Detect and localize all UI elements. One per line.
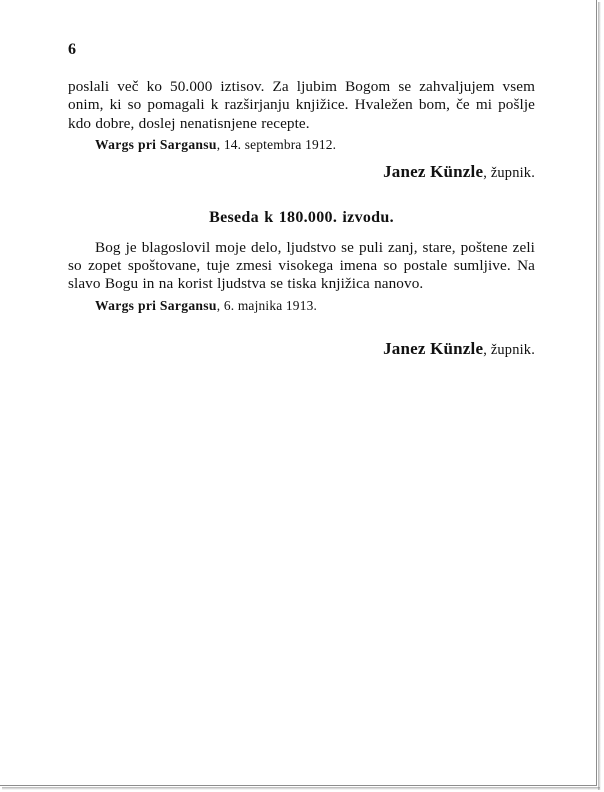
dateline-place: Wargs pri Sargansu [95,297,217,313]
dateline [68,297,535,315]
dateline-date: , 14. septembra 1912. [216,136,337,152]
signature [68,161,535,184]
dateline [68,136,535,154]
page-edge-shadow-right [598,2,601,790]
signature [68,338,535,361]
page-number: 6 [68,41,77,58]
section-continued-foreword [68,78,535,184]
heading-spacer [68,228,535,239]
dateline-place: Wargs pri Sargansu [95,136,217,152]
signature-role: , župnik. [483,341,535,358]
signature-spacer [68,315,535,331]
paragraph: poslali več ko 50.000 iztisov. Za ljubim Bogom se zahvaljujem vsem onim, ki so pomagali k razširjanju knjižice. Hvaležen bom, če mi pošlje kdo dobre, doslej nenatisnjene recepte. [68,78,535,132]
section-beseda-180000 [68,208,535,361]
signature-name: Janez Künzle [383,161,484,181]
paragraph: Bog je blagoslovil moje delo, ljudstvo se puli zanj, stare, poštene zeli so zopet spoštovane, tuje zmesi visokega imena so postale sumljive. Na slavo Bogu in na korist ljudstva se tiska knjižica nanovo. [68,238,535,293]
text-column [68,78,535,361]
section-heading: Beseda k 180.000. izvodu. [209,208,394,226]
signature-name: Janez Künzle [383,338,484,358]
signature-role: , župnik. [483,164,535,181]
dateline-date: , 6. majnika 1913. [216,297,318,313]
page-edge-shadow-bottom [2,787,600,790]
